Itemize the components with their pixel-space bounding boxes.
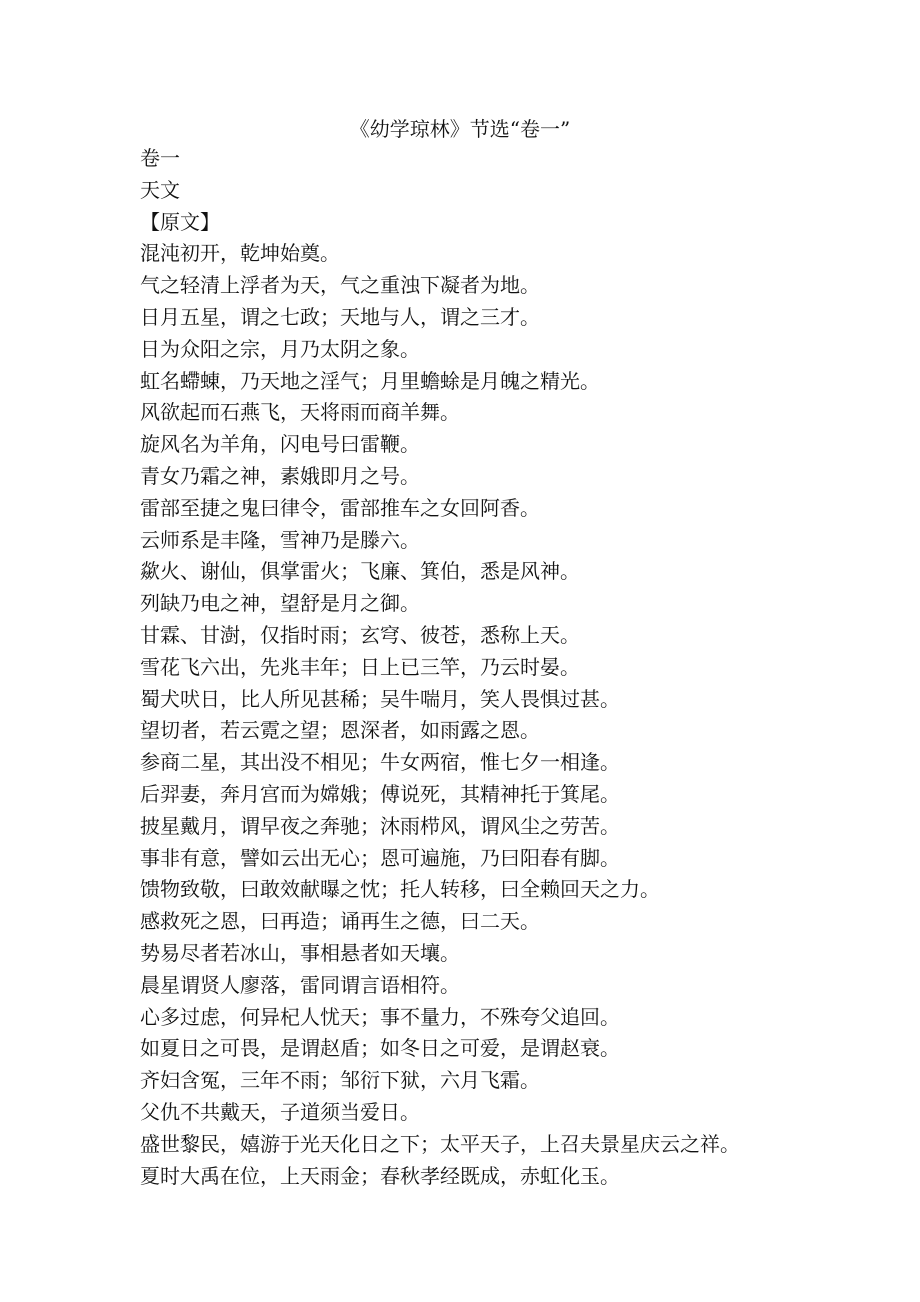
text-line: 齐妇含冤，三年不雨；邹衍下狱，六月飞霜。 bbox=[140, 1068, 540, 1093]
text-line: 晨星谓贤人廖落，雷同谓言语相符。 bbox=[140, 972, 460, 997]
text-line: 馈物致敬，曰敢效献曝之忱；托人转移，曰全赖回天之力。 bbox=[140, 877, 660, 902]
text-line: 父仇不共戴天，子道须当爱日。 bbox=[140, 1099, 420, 1124]
text-line: 夏时大禹在位，上天雨金；春秋孝经既成，赤虹化玉。 bbox=[140, 1163, 620, 1188]
text-line: 风欲起而石燕飞，天将雨而商羊舞。 bbox=[140, 400, 460, 425]
text-line: 云师系是丰隆，雪神乃是滕六。 bbox=[140, 527, 420, 552]
text-line: 歘火、谢仙，俱掌雷火；飞廉、箕伯，悉是风神。 bbox=[140, 559, 580, 584]
section-heading-volume: 卷一 bbox=[140, 146, 180, 170]
document-body bbox=[140, 143, 900, 1192]
text-line: 日月五星，谓之七政；天地与人，谓之三才。 bbox=[140, 304, 540, 329]
text-line: 势易尽者若冰山，事相悬者如天壤。 bbox=[140, 940, 460, 965]
text-line: 虹名螮蝀，乃天地之淫气；月里蟾蜍是月魄之精光。 bbox=[140, 368, 600, 393]
text-line: 雪花飞六出，先兆丰年；日上已三竿，乃云时晏。 bbox=[140, 654, 580, 679]
text-line: 感救死之恩，曰再造；诵再生之德，曰二天。 bbox=[140, 909, 540, 934]
section-heading-original-text: 【原文】 bbox=[140, 209, 220, 234]
text-line: 蜀犬吠日，比人所见甚稀；吴牛喘月，笑人畏惧过甚。 bbox=[140, 686, 620, 711]
text-line: 参商二星，其出没不相见；牛女两宿，惟七夕一相逢。 bbox=[140, 750, 620, 775]
text-line: 望切者，若云霓之望；恩深者，如雨露之恩。 bbox=[140, 718, 540, 743]
document-title: 《幼学琼林》节选“卷一” bbox=[349, 117, 571, 141]
text-line: 列缺乃电之神，望舒是月之御。 bbox=[140, 591, 420, 616]
text-line: 甘霖、甘澍，仅指时雨；玄穹、彼苍，悉称上天。 bbox=[140, 622, 580, 647]
section-heading-chapter: 天文 bbox=[140, 177, 180, 202]
text-line: 事非有意，譬如云出无心；恩可遍施，乃曰阳春有脚。 bbox=[140, 845, 620, 870]
text-line: 混沌初开，乾坤始奠。 bbox=[140, 241, 340, 266]
text-line: 盛世黎民，嬉游于光天化日之下；太平天子，上召夫景星庆云之祥。 bbox=[140, 1131, 740, 1156]
text-line: 披星戴月，谓早夜之奔驰；沐雨栉风，谓风尘之劳苦。 bbox=[140, 813, 620, 838]
text-line: 后羿妻，奔月宫而为嫦娥；傅说死，其精神托于箕尾。 bbox=[140, 781, 620, 806]
text-line: 旋风名为羊角，闪电号曰雷鞭。 bbox=[140, 432, 420, 457]
text-line: 青女乃霜之神，素娥即月之号。 bbox=[140, 463, 420, 488]
text-line: 雷部至捷之鬼曰律令，雷部推车之女回阿香。 bbox=[140, 495, 540, 520]
text-line: 气之轻清上浮者为天，气之重浊下凝者为地。 bbox=[140, 273, 540, 298]
text-line: 日为众阳之宗，月乃太阴之象。 bbox=[140, 336, 420, 361]
text-line: 心多过虑，何异杞人忧天；事不量力，不殊夸父追回。 bbox=[140, 1004, 620, 1029]
text-line: 如夏日之可畏，是谓赵盾；如冬日之可爱，是谓赵衰。 bbox=[140, 1036, 620, 1061]
